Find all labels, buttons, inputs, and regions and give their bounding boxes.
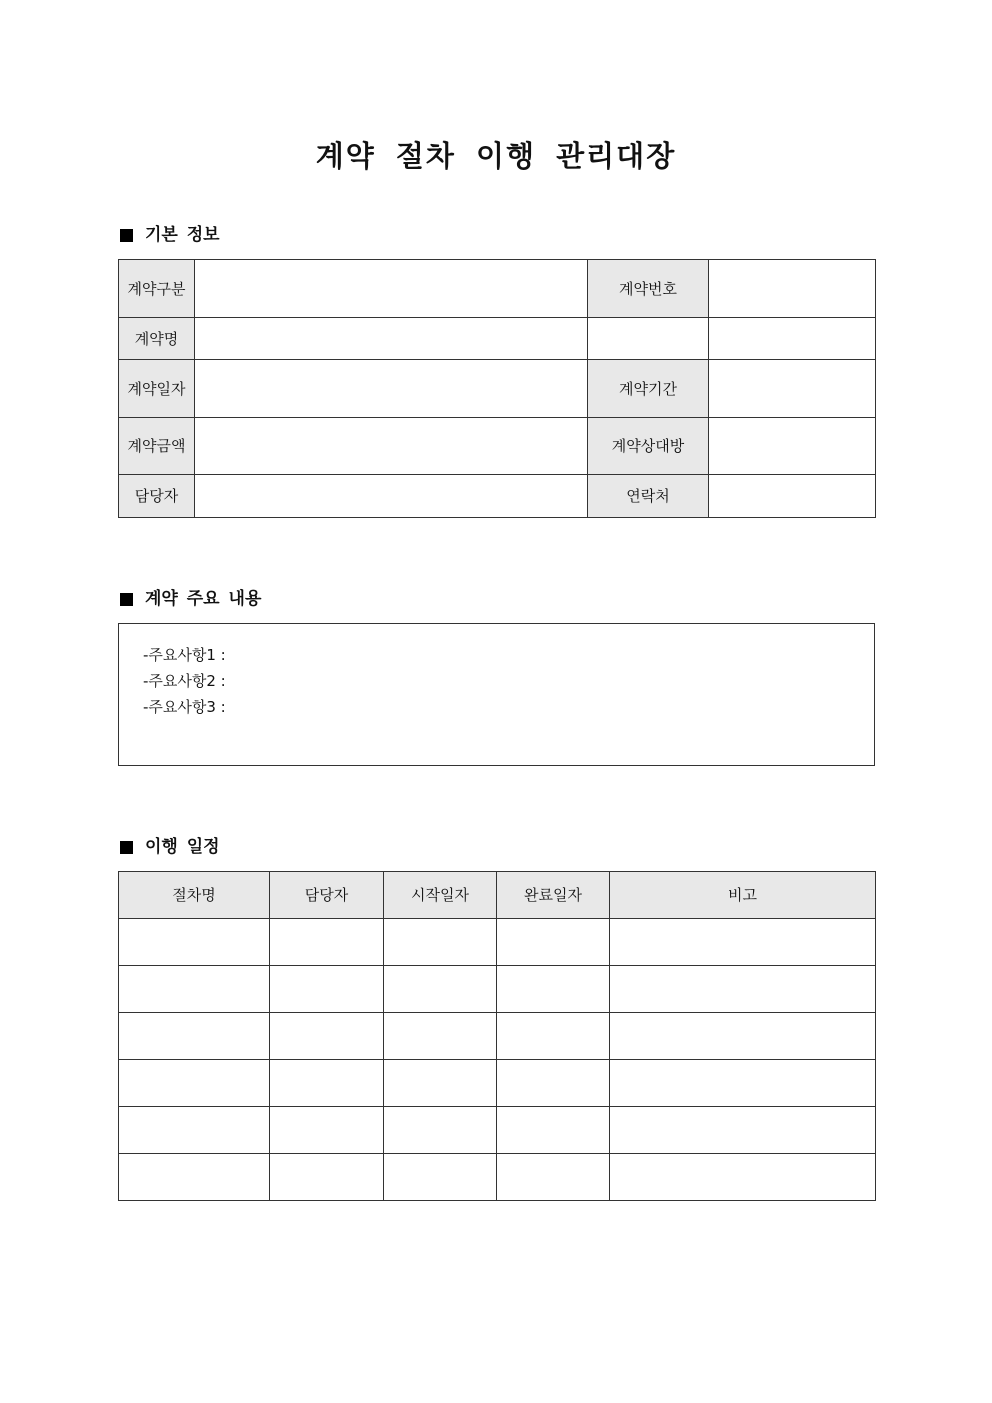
table-cell[interactable] xyxy=(384,1013,497,1060)
table-cell[interactable] xyxy=(270,1013,384,1060)
manager-field[interactable] xyxy=(195,475,588,518)
table-cell[interactable] xyxy=(384,966,497,1013)
table-cell[interactable] xyxy=(270,966,384,1013)
table-cell[interactable] xyxy=(270,919,384,966)
contract-name-label: 계약명 xyxy=(119,318,195,360)
square-bullet-icon xyxy=(120,229,133,242)
table-cell[interactable] xyxy=(270,1154,384,1201)
section-heading-label: 기본 정보 xyxy=(145,225,220,245)
section-heading-schedule xyxy=(118,835,220,859)
contract-date-field[interactable] xyxy=(195,360,588,418)
contract-type-field[interactable] xyxy=(195,260,588,318)
table-cell[interactable] xyxy=(119,966,270,1013)
counterparty-label: 계약상대방 xyxy=(588,418,709,475)
contract-name-extra-field[interactable] xyxy=(588,318,709,360)
table-row xyxy=(119,1060,876,1107)
table-row xyxy=(119,1013,876,1060)
table-row xyxy=(119,966,876,1013)
section-heading-label: 이행 일정 xyxy=(145,837,220,857)
list-item: -주요사항3 : xyxy=(143,698,226,716)
schedule-table xyxy=(118,871,876,1201)
contact-label: 연락처 xyxy=(588,475,709,518)
contact-field[interactable] xyxy=(709,475,876,518)
list-item: -주요사항2 : xyxy=(143,672,226,690)
table-cell[interactable] xyxy=(610,1060,876,1107)
column-header-start-date: 시작일자 xyxy=(384,872,497,919)
contract-name-field[interactable] xyxy=(195,318,588,360)
contract-period-field[interactable] xyxy=(709,360,876,418)
table-cell[interactable] xyxy=(119,1154,270,1201)
column-header-remarks: 비고 xyxy=(610,872,876,919)
contract-amount-label: 계약금액 xyxy=(119,418,195,475)
square-bullet-icon xyxy=(120,841,133,854)
contract-date-label: 계약일자 xyxy=(119,360,195,418)
document-title: 계약 절차 이행 관리대장 xyxy=(315,139,677,173)
contract-period-label: 계약기간 xyxy=(588,360,709,418)
column-header-end-date: 완료일자 xyxy=(497,872,610,919)
table-cell[interactable] xyxy=(119,919,270,966)
table-row xyxy=(119,919,876,966)
table-row xyxy=(119,318,876,360)
manager-label: 담당자 xyxy=(119,475,195,518)
column-header-procedure: 절차명 xyxy=(119,872,270,919)
table-row xyxy=(119,1154,876,1201)
table-cell[interactable] xyxy=(610,1013,876,1060)
contract-type-label: 계약구분 xyxy=(119,260,195,318)
main-content-box[interactable] xyxy=(118,623,875,766)
table-cell[interactable] xyxy=(610,1154,876,1201)
table-row xyxy=(119,418,876,475)
table-cell[interactable] xyxy=(270,1060,384,1107)
contract-number-field[interactable] xyxy=(709,260,876,318)
column-header-manager: 담당자 xyxy=(270,872,384,919)
table-cell[interactable] xyxy=(384,1060,497,1107)
square-bullet-icon xyxy=(120,593,133,606)
table-cell[interactable] xyxy=(384,1107,497,1154)
table-cell[interactable] xyxy=(497,1060,610,1107)
section-heading-label: 계약 주요 내용 xyxy=(145,589,262,609)
table-cell[interactable] xyxy=(119,1107,270,1154)
table-row xyxy=(119,1107,876,1154)
table-cell[interactable] xyxy=(384,1154,497,1201)
table-cell[interactable] xyxy=(610,1107,876,1154)
table-cell[interactable] xyxy=(497,1107,610,1154)
counterparty-field[interactable] xyxy=(709,418,876,475)
table-cell[interactable] xyxy=(384,919,497,966)
table-cell[interactable] xyxy=(270,1107,384,1154)
list-item: -주요사항1 : xyxy=(143,646,226,664)
contract-number-label: 계약번호 xyxy=(588,260,709,318)
table-cell[interactable] xyxy=(497,966,610,1013)
table-cell[interactable] xyxy=(119,1060,270,1107)
table-cell[interactable] xyxy=(610,919,876,966)
section-heading-basic-info xyxy=(118,223,220,247)
table-row xyxy=(119,475,876,518)
table-row xyxy=(119,260,876,318)
table-cell[interactable] xyxy=(610,966,876,1013)
contract-name-extra2-field[interactable] xyxy=(709,318,876,360)
basic-info-table xyxy=(118,259,876,518)
main-content-list xyxy=(119,624,874,720)
table-cell[interactable] xyxy=(497,1154,610,1201)
table-cell[interactable] xyxy=(497,1013,610,1060)
table-header-row xyxy=(119,872,876,919)
table-cell[interactable] xyxy=(119,1013,270,1060)
table-row xyxy=(119,360,876,418)
section-heading-main-content xyxy=(118,587,261,611)
table-cell[interactable] xyxy=(497,919,610,966)
contract-amount-field[interactable] xyxy=(195,418,588,475)
